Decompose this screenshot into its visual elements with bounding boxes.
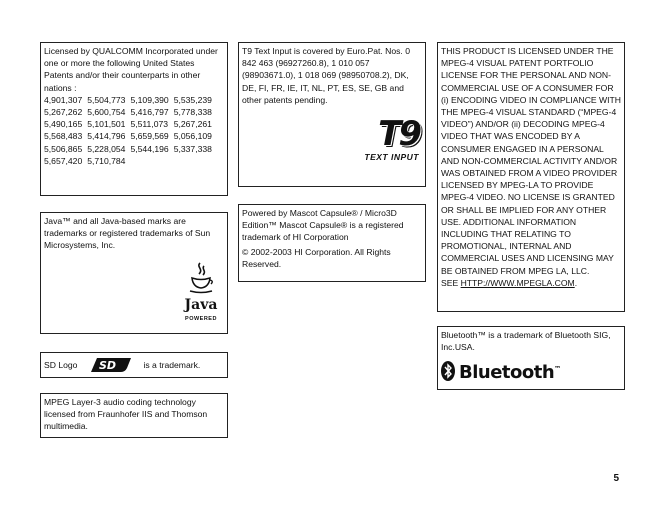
patent-number: 5,056,109 xyxy=(173,131,212,142)
sd-label: SD Logo xyxy=(44,359,78,370)
patent-number: 5,535,239 xyxy=(173,94,212,105)
patent-number: 5,267,261 xyxy=(173,119,212,130)
sd-logo-box xyxy=(40,352,228,378)
patent-number: 5,710,784 xyxy=(87,155,126,166)
t9-text: T9 Text Input is covered by Euro.Pat. Nos. 0 842 463 (96927260.8), 1 010 057 (98903671.0), 1 018 069 (98950708.2), DK, DE, FI, FR, IE, IT, NL, PT, ES, SE, GB and other patents pending. xyxy=(242,46,410,105)
page-number: 5 xyxy=(613,473,619,484)
patent-number: 5,228,054 xyxy=(87,143,126,154)
sd-suffix: is a trademark. xyxy=(143,359,201,370)
patent-number: 5,109,390 xyxy=(130,94,169,105)
java-trademark-box xyxy=(40,212,228,334)
patent-list xyxy=(44,94,224,167)
mascot-line1: Powered by Mascot Capsule® / Micro3D Edition™ Mascot Capsule® is a registered trademark of HI Corporation xyxy=(242,208,404,243)
bluetooth-word-text: Bluetooth xyxy=(459,362,555,384)
patent-number: 4,901,307 xyxy=(44,94,83,105)
mpeg4-license-box xyxy=(437,42,625,312)
bluetooth-logo-word xyxy=(459,362,561,384)
mpeg4-see-line xyxy=(441,277,621,289)
bluetooth-text: Bluetooth™ is a trademark of Bluetooth SIG, Inc.USA. xyxy=(441,330,611,353)
mascot-line2: © 2002-2003 HI Corporation. All Rights Reserved. xyxy=(242,246,391,269)
patent-number: 5,337,338 xyxy=(173,143,212,154)
java-cup-icon xyxy=(186,261,216,295)
patent-number: 5,511,073 xyxy=(130,119,169,130)
patent-number: 5,504,773 xyxy=(87,94,126,105)
java-text: Java™ and all Java-based marks are trademarks or registered trademarks of Sun Microsystems, Inc. xyxy=(44,216,211,251)
java-logo-word: Java xyxy=(184,297,218,314)
qualcomm-license-box xyxy=(40,42,228,196)
mpeg4-see-label: SEE xyxy=(441,277,459,288)
patent-number: 5,416,797 xyxy=(130,107,169,118)
t9-license-box xyxy=(238,42,426,187)
sd-logo-text: SD xyxy=(99,359,117,372)
patent-number: 5,659,569 xyxy=(130,131,169,142)
bluetooth-tm: ™ xyxy=(554,365,561,374)
sd-logo-icon xyxy=(87,356,133,374)
bluetooth-logo xyxy=(441,361,621,384)
mpegla-link[interactable]: HTTP://WWW.MPEGLA.COM xyxy=(460,277,575,288)
qualcomm-intro: Licensed by QUALCOMM Incorporated under one or more the following United States Patents and/or their counterparts in other nations : xyxy=(44,46,218,93)
t9-logo xyxy=(353,114,419,163)
t9-logo-text: TEXT INPUT xyxy=(364,152,419,162)
java-logo-powered: POWERED xyxy=(185,316,217,323)
patent-number: 5,544,196 xyxy=(130,143,169,154)
patent-number: 5,490,165 xyxy=(44,119,83,130)
bluetooth-trademark-box xyxy=(437,326,625,390)
mp3-text: MPEG Layer-3 audio coding technology licensed from Fraunhofer IIS and Thomson multimedia. xyxy=(44,397,208,432)
bluetooth-rune-icon xyxy=(441,361,455,381)
patent-number: 5,506,865 xyxy=(44,143,83,154)
t9-logo-mark: T9 xyxy=(378,114,419,154)
patent-number: 5,657,420 xyxy=(44,155,83,166)
java-logo xyxy=(181,261,221,325)
patent-number: 5,600,754 xyxy=(87,107,126,118)
mpeg4-text: THIS PRODUCT IS LICENSED UNDER THE MPEG-4 VISUAL PATENT PORTFOLIO LICENSE FOR THE PERSONAL AND NON-COMMERCIAL USE OF A CONSUMER FOR (i) ENCODING VIDEO IN COMPLIANCE WITH THE MPEG-4 VISUAL STANDARD (“MPEG-4 VIDEO”) AND/OR (ii) DECODING MPEG-4 VIDEO THAT WAS ENCODED BY A CONSUMER ENGAGED IN A PERSONAL AND NON-COMMERCIAL ACTIVITY AND/OR WAS OBTAINED FROM A VIDEO PROVIDER LICENSED BY MPEG-LA TO PROVIDE MPEG-4 VIDEO. NO LICENSE IS GRANTED OR SHALL BE IMPLIED FOR ANY OTHER USE. ADDITIONAL INFORMATION INCLUDING THAT RELATING TO PROMOTIONAL, INTERNAL AND COMMERCIAL USES AND LICENSING MAY BE OBTAINED FROM MPEG LA, LLC. xyxy=(441,46,621,276)
patent-number: 5,267,262 xyxy=(44,107,83,118)
patent-number: 5,101,501 xyxy=(87,119,126,130)
mpeg4-see-end: . xyxy=(574,277,578,288)
patent-number: 5,414,796 xyxy=(87,131,126,142)
patent-number: 5,568,483 xyxy=(44,131,83,142)
mascot-capsule-box xyxy=(238,204,426,282)
patent-number: 5,778,338 xyxy=(173,107,212,118)
mp3-license-box xyxy=(40,393,228,438)
